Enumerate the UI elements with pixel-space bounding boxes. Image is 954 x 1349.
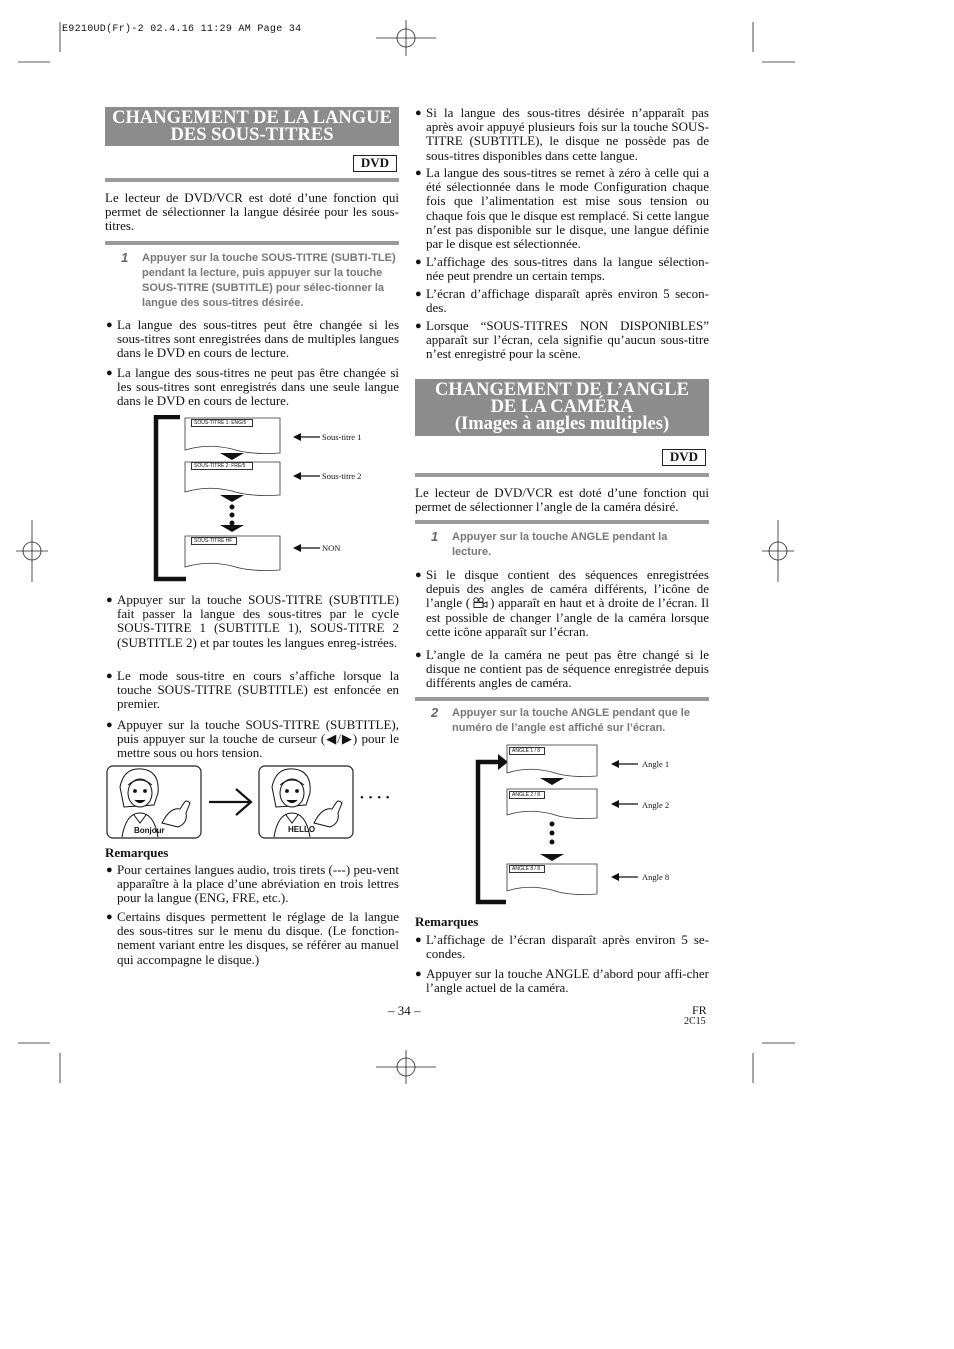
language-code: FR bbox=[692, 1003, 707, 1017]
camera-angle-icon bbox=[472, 597, 488, 608]
list-item bbox=[415, 932, 709, 962]
diagram-label: Angle 8 bbox=[642, 872, 670, 882]
list-item-text: Appuyer sur la touche SOUS-TITRE (SUBTITLE) fait passer la langue des sous-titres par le cycle SOUS-TITRE 1 (SUBTITLE 1), SOUS-TITRE 2 (SUBTITLE 2) et par toutes les langues enreg-istrées. bbox=[117, 592, 399, 650]
arrow-right-icon bbox=[209, 789, 251, 815]
list-item bbox=[415, 647, 709, 691]
illustration-caption: HELLO bbox=[288, 825, 316, 834]
bullet-icon: ● bbox=[415, 107, 422, 119]
remarques-title: Remarques bbox=[415, 914, 479, 929]
screen-label: ANGLE 1 / 8 bbox=[509, 747, 545, 755]
list-item-text: Appuyer sur la touche SOUS-TITRE (SUBTITLE), puis appuyer sur la touche de curseur (◀/▶) pour le mettre sous ou hors tension. bbox=[117, 717, 399, 761]
bullet-icon: ● bbox=[415, 256, 422, 268]
page-number: – 34 – bbox=[388, 1003, 421, 1018]
bullet-icon: ● bbox=[106, 367, 113, 379]
bullet-icon: ● bbox=[106, 670, 113, 682]
screen-label: ANGLE 2 / 8 bbox=[509, 791, 545, 799]
illustration-caption: Bonjour bbox=[134, 826, 165, 835]
bullet-icon: ● bbox=[415, 649, 422, 661]
list-item-text: ) apparaît en haut et à droite de l’écran. Il est possible de changer l’angle de la caméra lorsque cette icône apparaît sur l’écran. bbox=[426, 595, 709, 639]
list-item bbox=[106, 365, 399, 409]
list-item bbox=[415, 165, 710, 252]
list-item bbox=[415, 105, 709, 163]
bullet-icon: ● bbox=[106, 911, 113, 923]
diagram-label: Angle 1 bbox=[642, 759, 670, 769]
title-line: DES SOUS-TITRES bbox=[170, 125, 334, 145]
bullet-icon: ● bbox=[106, 594, 113, 606]
list-item bbox=[106, 592, 399, 650]
angle-cycle-diagram bbox=[470, 742, 710, 907]
dvd-badge: DVD bbox=[662, 449, 706, 466]
screen-label: ANGLE 8 / 8 bbox=[509, 865, 545, 873]
list-item-text: L’angle de la caméra ne peut pas être changé si le disque ne contient pas de séquence enregistrée depuis différents angles de caméra. bbox=[426, 647, 709, 691]
subtitle-cycle-diagram bbox=[150, 415, 400, 585]
bullet-icon: ● bbox=[106, 319, 113, 331]
print-header: E9210UD(Fr)-2 02.4.16 11:29 AM Page 34 bbox=[62, 24, 302, 35]
step-rule bbox=[415, 697, 709, 701]
list-item bbox=[106, 668, 399, 712]
screen-label: SOUS-TITRE 2: FRE/5 bbox=[191, 462, 253, 470]
list-item-text: L’affichage des sous-titres dans la langue sélection-née peut prendre un certain temps. bbox=[426, 254, 709, 284]
bullet-icon: ● bbox=[415, 934, 422, 946]
title-line: (Images à angles multiples) bbox=[454, 414, 670, 434]
ellipsis-dots: • • • • bbox=[360, 792, 391, 804]
diagram-shapes bbox=[150, 415, 400, 585]
bullet-icon: ● bbox=[106, 719, 113, 731]
bullet-icon: ● bbox=[415, 320, 422, 332]
step-number: 2 bbox=[431, 705, 439, 720]
section-title-sous-titres bbox=[105, 107, 399, 146]
list-item-text: Lorsque “SOUS-TITRES NON DISPONIBLES” apparaît sur l’écran, cela signifie qu’aucun sous-titre n’est enregistré pour la scène. bbox=[426, 318, 709, 362]
list-item bbox=[415, 966, 709, 996]
step-instruction: Appuyer sur la touche ANGLE pendant la lecture. bbox=[452, 531, 668, 558]
step-rule bbox=[105, 241, 399, 245]
list-item bbox=[415, 286, 709, 316]
subtitle-illustration bbox=[106, 765, 401, 840]
list-item bbox=[415, 254, 709, 284]
diagram-label: Angle 2 bbox=[642, 800, 670, 810]
list-item-text: Certains disques permettent le réglage de la langue des sous-titres sur le menu du disque. (Le fonction-nement variant entre les disques, se référer au manuel qui accompagne le disque.) bbox=[117, 909, 399, 967]
list-item-text: Si le disque contient des séquences enregistrées depuis des angles de caméra différents, l’icône de l’angle ( bbox=[426, 567, 709, 611]
screen-label: SOUS-TITRE 1: ENG/5 bbox=[191, 419, 253, 427]
section-title-angle bbox=[415, 379, 709, 436]
diagram-shapes bbox=[470, 742, 710, 907]
list-item-text: Si la langue des sous-titres désirée n’apparaît pas après avoir appuyé plusieurs fois sur la touche SOUS-TITRE (SUBTITLE), le disque ne possède pas de sous-titres disponibles dans cette langue. bbox=[426, 105, 709, 163]
remarques-title: Remarques bbox=[105, 845, 169, 860]
step-number: 1 bbox=[121, 250, 129, 265]
title-line: CHANGEMENT DE L’ANGLE bbox=[435, 380, 689, 400]
bullet-icon: ● bbox=[415, 968, 422, 980]
title-line: DE LA CAMÉRA bbox=[490, 397, 634, 417]
list-item bbox=[106, 317, 399, 361]
list-item bbox=[106, 717, 399, 761]
list-item-text: Le mode sous-titre en cours s’affiche lorsque la touche SOUS-TITRE (SUBTITLE) est enfoncée en premier. bbox=[117, 668, 399, 712]
section-rule bbox=[105, 178, 399, 182]
list-item-text: La langue des sous-titres ne peut pas être changée si les sous-titres sont enregistrés dans une seule langue dans le DVD en cours de lecture. bbox=[117, 365, 399, 409]
step-instruction: Appuyer sur la touche SOUS-TITRE (SUBTI-TLE) pendant la lecture, puis appuyer sur la touche SOUS-TITRE (SUBTITLE) pour sélec-tionner la langue des sous-titres désirée. bbox=[142, 252, 396, 309]
step-number: 1 bbox=[431, 529, 439, 544]
diagram-label: NON bbox=[322, 543, 341, 553]
list-item bbox=[106, 909, 399, 967]
bullet-icon: ● bbox=[415, 569, 422, 581]
dvd-badge: DVD bbox=[353, 155, 397, 172]
diagram-label: Sous-titre 2 bbox=[322, 471, 362, 481]
section-rule bbox=[415, 473, 709, 477]
intro-paragraph: Le lecteur de DVD/VCR est doté d’une fonction qui permet de sélectionner l’angle de la caméra désiré. bbox=[415, 485, 709, 515]
bullet-icon: ● bbox=[415, 167, 422, 179]
list-item-text: La langue des sous-titres se remet à zéro à celle qui a été sélectionnée dans le mode Configuration chaque fois que l’alimentation est mise sous tension ou chaque fois que le disque est remplacé. Si cette langue n’est pas disponible sur le disque, une langue définie par le disque est sélectionnée. bbox=[426, 165, 710, 252]
intro-paragraph: Le lecteur de DVD/VCR est doté d’une fonction qui permet de sélectionner la langue désirée pour les sous-titres. bbox=[105, 190, 399, 234]
list-item-text: L’affichage de l’écran disparaît après environ 5 se-condes. bbox=[426, 932, 709, 962]
list-item-text: Pour certaines langues audio, trois tirets (---) peu-vent apparaître à la place d’une abréviation en trois lettres pour la langue (ENG, FRE, etc.). bbox=[117, 862, 399, 906]
list-item-text: Appuyer sur la touche ANGLE d’abord pour affi-cher l’angle actuel de la caméra. bbox=[426, 966, 709, 996]
bullet-icon: ● bbox=[106, 864, 113, 876]
list-item bbox=[415, 318, 709, 362]
document-code: 2C15 bbox=[684, 1016, 706, 1027]
list-item bbox=[415, 567, 709, 639]
list-item-text: L’écran d’affichage disparaît après environ 5 secon-des. bbox=[426, 286, 709, 316]
step-rule bbox=[415, 520, 709, 524]
step-instruction: Appuyer sur la touche ANGLE pendant que le numéro de l’angle est affiché sur l’écran. bbox=[452, 707, 690, 734]
title-line: CHANGEMENT DE LA LANGUE bbox=[112, 108, 392, 128]
screen-label: SOUS-TITRE HF bbox=[191, 537, 237, 545]
bullet-icon: ● bbox=[415, 288, 422, 300]
list-item-text: La langue des sous-titres peut être changée si les sous-titres sont enregistrées dans de multiples langues dans le DVD en cours de lecture. bbox=[117, 317, 399, 361]
diagram-label: Sous-titre 1 bbox=[322, 432, 362, 442]
list-item bbox=[106, 862, 399, 906]
